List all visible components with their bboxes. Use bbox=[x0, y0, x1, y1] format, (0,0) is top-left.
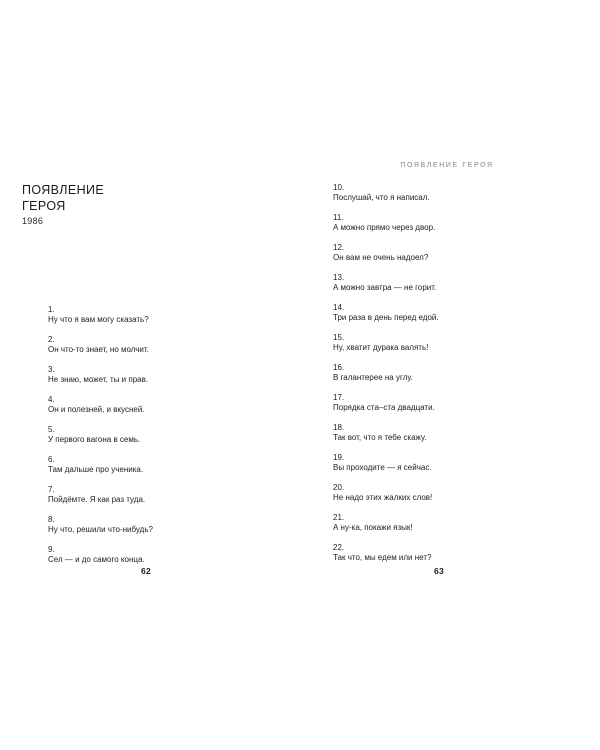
poem-line-item bbox=[333, 303, 439, 323]
poem-line-item bbox=[48, 515, 153, 535]
poem-line-item bbox=[48, 395, 153, 415]
poem-line-text: Сел — и до самого конца. bbox=[48, 555, 145, 564]
poem-line-item bbox=[333, 273, 439, 293]
poem-line-number: 19. bbox=[333, 453, 345, 462]
poem-line-item bbox=[333, 393, 439, 413]
poem-line-number: 21. bbox=[333, 513, 345, 522]
poem-line-text: Порядка ста–ста двадцати. bbox=[333, 403, 435, 412]
poem-line-item bbox=[48, 455, 153, 475]
poem-lines-right bbox=[333, 183, 439, 573]
poem-line-text: Не знаю, может, ты и прав. bbox=[48, 375, 149, 384]
poem-line-item bbox=[333, 243, 439, 263]
poem-line-number: 5. bbox=[48, 425, 55, 434]
poem-line-text: Послушай, что я написал. bbox=[333, 193, 430, 202]
poem-line-item bbox=[48, 305, 153, 325]
poem-line-number: 3. bbox=[48, 365, 55, 374]
poem-line-number: 20. bbox=[333, 483, 345, 492]
poem-line-item bbox=[48, 335, 153, 355]
poem-line-text: А ну-ка, покажи язык! bbox=[333, 523, 413, 532]
poem-line-text: Ну что я вам могу сказать? bbox=[48, 315, 149, 324]
poem-line-item bbox=[333, 483, 439, 503]
poem-line-number: 7. bbox=[48, 485, 55, 494]
page-number-right: 63 bbox=[433, 566, 445, 576]
poem-line-number: 10. bbox=[333, 183, 345, 192]
poem-line-number: 13. bbox=[333, 273, 345, 282]
poem-line-item bbox=[48, 545, 153, 565]
poem-line-item bbox=[333, 513, 439, 533]
poem-line-number: 11. bbox=[333, 213, 344, 222]
poem-line-number: 15. bbox=[333, 333, 345, 342]
poem-line-text: У первого вагона в семь. bbox=[48, 435, 141, 444]
poem-year: 1986 bbox=[22, 216, 44, 226]
poem-line-text: Он вам не очень надоел? bbox=[333, 253, 429, 262]
poem-line-item bbox=[333, 453, 439, 473]
poem-line-text: Так вот, что я тебе скажу. bbox=[333, 433, 427, 442]
poem-line-item bbox=[48, 425, 153, 445]
poem-title-line2: ГЕРОЯ bbox=[22, 199, 66, 213]
poem-line-number: 1. bbox=[48, 305, 55, 314]
poem-line-number: 9. bbox=[48, 545, 55, 554]
poem-line-text: В галантерее на углу. bbox=[333, 373, 413, 382]
poem-line-text: А можно прямо через двор. bbox=[333, 223, 436, 232]
poem-line-text: Вы проходите — я сейчас. bbox=[333, 463, 432, 472]
poem-line-text: Ну, хватит дурака валять! bbox=[333, 343, 429, 352]
poem-title-line1: ПОЯВЛЕНИЕ bbox=[22, 183, 105, 197]
page-number-left: 62 bbox=[140, 566, 152, 576]
poem-line-text: Он что-то знает, но молчит. bbox=[48, 345, 149, 354]
poem-line-text: Не надо этих жалких слов! bbox=[333, 493, 433, 502]
poem-line-text: Там дальше про ученика. bbox=[48, 465, 144, 474]
poem-line-item bbox=[333, 363, 439, 383]
poem-line-text: Так что, мы едем или нет? bbox=[333, 553, 432, 562]
poem-line-item bbox=[333, 183, 439, 203]
running-header: ПОЯВЛЕНИЕ ГЕРОЯ bbox=[400, 162, 494, 169]
poem-line-item bbox=[48, 485, 153, 505]
poem-line-text: Ну что, решили что-нибудь? bbox=[48, 525, 153, 534]
poem-line-text: Пойдёмте. Я как раз туда. bbox=[48, 495, 146, 504]
poem-line-item bbox=[333, 423, 439, 443]
poem-line-number: 12. bbox=[333, 243, 345, 252]
poem-line-item bbox=[333, 213, 439, 233]
poem-line-number: 14. bbox=[333, 303, 345, 312]
poem-line-item bbox=[333, 543, 439, 563]
poem-lines-left bbox=[48, 305, 153, 575]
poem-line-number: 18. bbox=[333, 423, 345, 432]
poem-line-item bbox=[48, 365, 153, 385]
poem-line-text: Он и полезней, и вкусней. bbox=[48, 405, 145, 414]
poem-title bbox=[22, 182, 104, 214]
poem-line-number: 4. bbox=[48, 395, 55, 404]
poem-line-item bbox=[333, 333, 439, 353]
poem-line-number: 17. bbox=[333, 393, 345, 402]
poem-line-number: 2. bbox=[48, 335, 55, 344]
poem-line-number: 8. bbox=[48, 515, 55, 524]
poem-line-number: 22. bbox=[333, 543, 345, 552]
poem-line-number: 16. bbox=[333, 363, 345, 372]
poem-line-number: 6. bbox=[48, 455, 55, 464]
poem-line-text: А можно завтра — не горит. bbox=[333, 283, 437, 292]
poem-line-text: Три раза в день перед едой. bbox=[333, 313, 439, 322]
